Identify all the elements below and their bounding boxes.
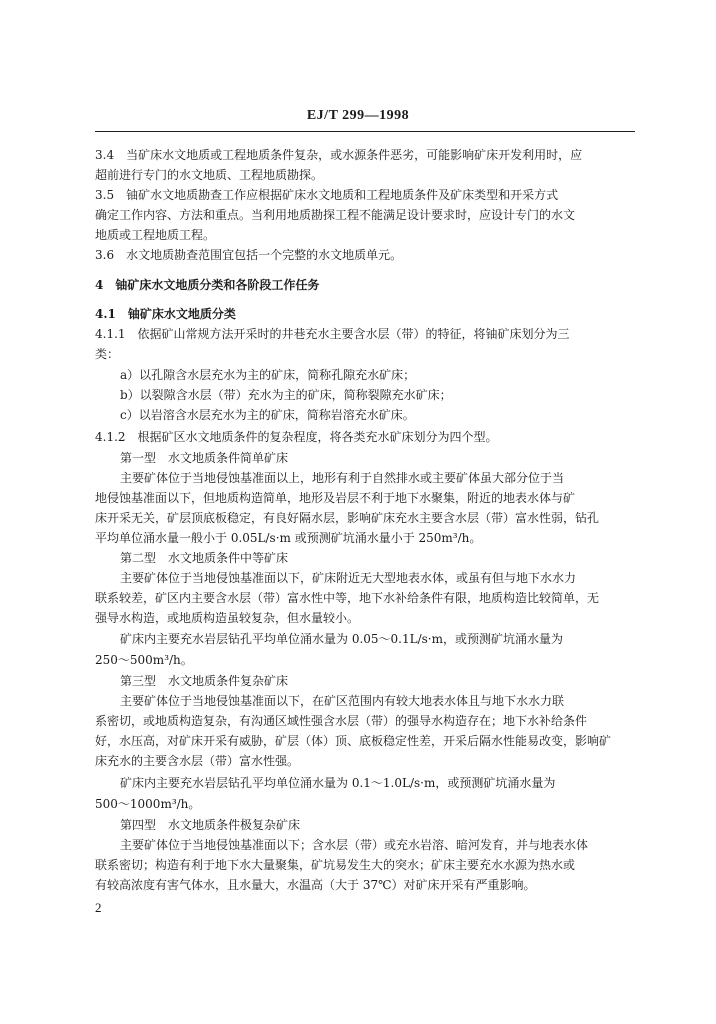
text-line: 500～1000m³/h。 [95,797,201,811]
text-line: 平均单位涌水量一般小于 0.05L/s·m 或预测矿坑涌水量小于 250m³/h。 [95,531,482,545]
standard-code-header: EJ/T 299—1998 [306,108,410,123]
text-line: 联系较差，矿区内主要含水层（带）富水性中等，地下水补给条件有限，地质构造比较简单，无 [95,591,600,605]
type-heading: 第二型 水文地质条件中等矿床 [120,551,289,565]
text-line: 3.5 铀矿水文地质勘查工作应根据矿床水文地质和工程地质条件及矿床类型和开采方式 [95,188,559,202]
text-line: 250～500m³/h。 [95,653,193,667]
type-heading: 第四型 水文地质条件极复杂矿床 [120,818,301,832]
text-line: 超前进行专门的水文地质、工程地质勘探。 [95,168,324,182]
text-line: 类： [95,347,120,361]
list-item: c）以岩溶含水层充水为主的矿床，简称岩溶充水矿床。 [120,408,415,422]
text-line: 系密切，或地质构造复杂，有沟通区域性强含水层（带）的强导水构造存在；地下水补给条件 [95,714,588,728]
text-line: 矿床内主要充水岩层钻孔平均单位涌水量为 0.05～0.1L/s·m，或预测矿坑涌水量为 [120,632,563,646]
type-heading: 第三型 水文地质条件复杂矿床 [120,674,289,688]
text-line: 主要矿体位于当地侵蚀基准面以上，地形有利于自然排水或主要矿体虽大部分位于当 [120,471,565,485]
text-line: 3.4 当矿床水文地质或工程地质条件复杂，或水源条件恶劣，可能影响矿床开发利用时，应 [95,148,583,162]
text-line: 4.1.2 根据矿区水文地质条件的复杂程度，将各类充水矿床划分为四个型。 [95,430,498,444]
text-line: 地质或工程地质工程。 [95,228,216,242]
text-line: 主要矿体位于当地侵蚀基准面以下；含水层（带）或充水岩溶、暗河发育，并与地表水体 [120,838,589,852]
text-line: 强导水构造，或地质构造虽较复杂，但水量较小。 [95,611,360,625]
text-line: 床充水的主要含水层（带）富水性强。 [95,754,300,768]
text-line: 床开采无关，矿层顶底板稳定，有良好隔水层，影响矿床充水主要含水层（带）富水性弱，钻孔 [95,511,600,525]
text-line: 主要矿体位于当地侵蚀基准面以下，在矿区范围内有较大地表水体且与地下水水力联 [120,694,565,708]
text-line: 3.6 水文地质勘查范围宜包括一个完整的水文地质单元。 [95,248,403,262]
text-line: 矿床内主要充水岩层钻孔平均单位涌水量为 0.1～1.0L/s·m，或预测矿坑涌水量为 [120,776,556,790]
list-item: b）以裂隙含水层（带）充水为主的矿床，简称裂隙充水矿床； [120,388,452,402]
type-heading: 第一型 水文地质条件简单矿床 [120,451,289,465]
text-line: 主要矿体位于当地侵蚀基准面以下，矿床附近无大型地表水体，或虽有但与地下水水力 [120,571,577,585]
page-number: 2 [95,900,102,915]
text-line: 联系密切；构造有利于地下水大量聚集，矿坑易发生大的突水；矿床主要充水水源为热水或 [95,858,576,872]
text-line: 地侵蚀基准面以下，但地质构造简单，地形及岩层不利于地下水聚集，附近的地表水体与矿 [95,491,576,505]
list-item: a）以孔隙含水层充水为主的矿床，简称孔隙充水矿床； [120,368,416,382]
header-rule [95,131,635,132]
text-line: 确定工作内容、方法和重点。当利用地质勘探工程不能满足设计要求时，应设计专门的水文 [95,208,576,222]
text-line: 4.1.1 依据矿山常规方法开采时的井巷充水主要含水层（带）的特征，将铀矿床划分为三 [95,327,570,341]
text-line: 有较高浓度有害气体水，且水量大，水温高（大于 37℃）对矿床开采有严重影响。 [95,878,536,892]
text-line: 好，水压高，对矿床开采有威胁，矿层（体）顶、底板稳定性差，开采后隔水性能易改变，影响矿 [95,734,612,748]
section-heading: 4 铀矿床水文地质分类和各阶段工作任务 [95,278,320,292]
subsection-heading: 4.1 铀矿床水文地质分类 [95,307,236,321]
